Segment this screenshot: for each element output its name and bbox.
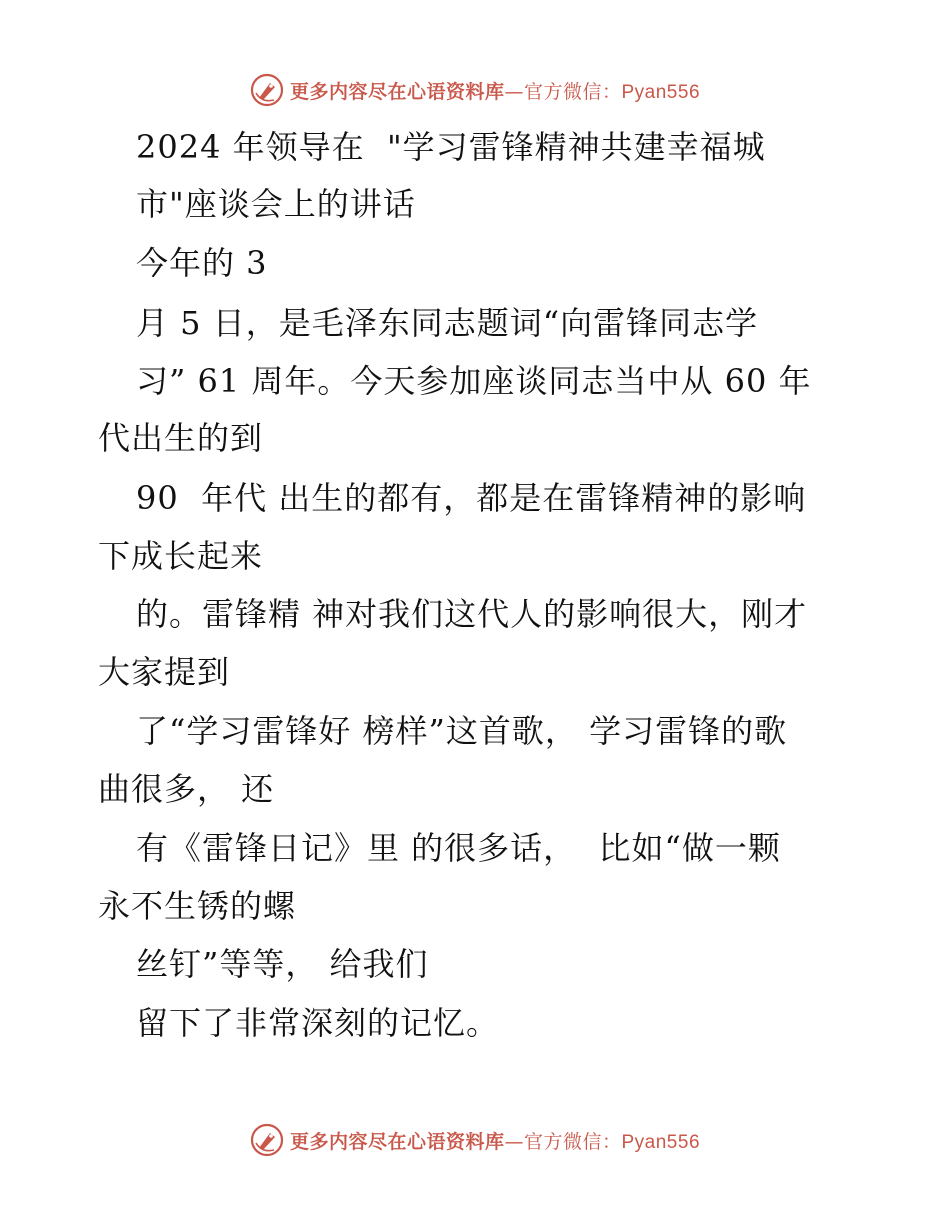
body-line-7: 的。雷锋精 神对我们这代人的影响很大，刚才 xyxy=(136,595,808,633)
watermark-dash: — xyxy=(504,1130,524,1153)
body-line-2: 月 5 日，是毛泽东同志题词“向雷锋同志学 xyxy=(136,304,759,342)
body-line-6: 下成长起来 xyxy=(98,537,264,575)
watermark-label: 官方微信： xyxy=(523,80,622,103)
watermark-text xyxy=(290,77,700,104)
body-line-10: 曲很多， 还 xyxy=(98,770,275,808)
watermark-site: 更多内容尽在心语资料库 xyxy=(289,1130,505,1153)
body-line-5: 90 年代 出生的都有，都是在雷锋精神的影响 xyxy=(136,479,807,517)
watermark-site: 更多内容尽在心语资料库 xyxy=(289,80,505,103)
title-line-1: 2024 年领导在 "学习雷锋精神共建幸福城 xyxy=(136,128,766,166)
body-line-8: 大家提到 xyxy=(98,653,231,691)
watermark-banner-bottom xyxy=(0,1120,950,1160)
watermark-handle: Pyan556 xyxy=(621,1131,701,1153)
body-line-12: 永不生锈的螺 xyxy=(98,887,297,925)
body-line-11: 有《雷锋日记》里 的很多话， 比如“做一颗 xyxy=(136,829,781,867)
watermark-dash: — xyxy=(504,80,524,103)
body-line-14: 留下了非常深刻的记忆。 xyxy=(136,1004,500,1042)
watermark-handle: Pyan556 xyxy=(621,81,701,103)
title-line-2: 市"座谈会上的讲话 xyxy=(136,185,416,223)
pen-nib-logo-icon xyxy=(250,73,284,107)
body-line-9: 了“学习雷锋好 榜样”这首歌， 学习雷锋的歌 xyxy=(136,712,788,750)
watermark-text xyxy=(290,1127,700,1154)
body-line-1: 今年的 3 xyxy=(136,244,268,282)
body-line-13: 丝钉”等等， 给我们 xyxy=(136,945,429,983)
watermark-banner-top xyxy=(0,70,950,110)
pen-nib-logo-icon xyxy=(250,1123,284,1157)
body-line-4: 代出生的到 xyxy=(98,419,264,457)
watermark-label: 官方微信： xyxy=(523,1130,622,1153)
body-line-3: 习” 61 周年。今天参加座谈同志当中从 60 年 xyxy=(136,362,812,400)
